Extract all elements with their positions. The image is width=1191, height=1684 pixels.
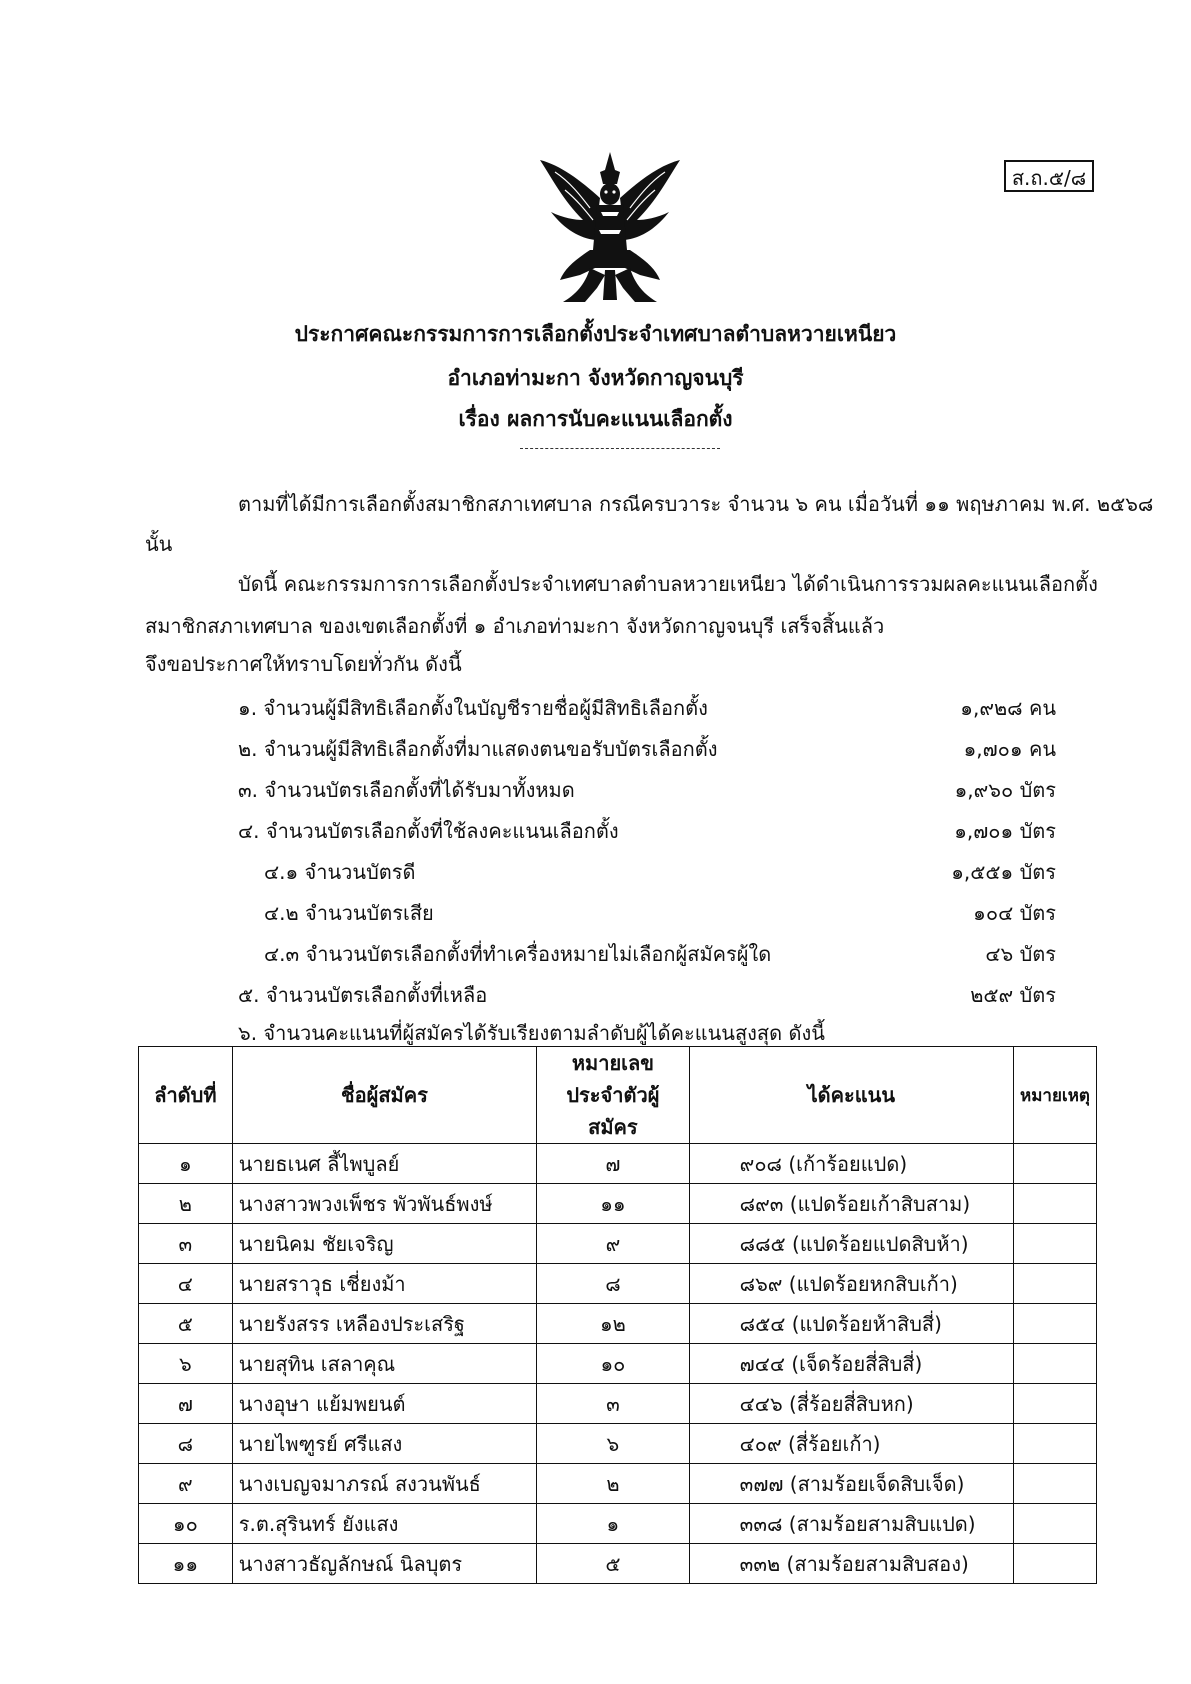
- cell-number: ๑๒: [537, 1304, 690, 1344]
- summary-item-value: ๒๕๙ บัตร: [970, 983, 1056, 1007]
- cell-rank: ๑๑: [139, 1544, 233, 1584]
- summary-item-label: ๖. จำนวนคะแนนที่ผู้สมัครได้รับเรียงตามลำดับผู้ได้คะแนนสูงสุด ดังนี้: [238, 1021, 825, 1045]
- cell-name: นายธเนศ ลี้ไพบูลย์: [232, 1144, 536, 1184]
- cell-rank: ๘: [139, 1424, 233, 1464]
- cell-name: นายรังสรร เหลืองประเสริฐ: [232, 1304, 536, 1344]
- paragraph-2-line-2: สมาชิกสภาเทศบาล ของเขตเลือกตั้งที่ ๑ อำเภอท่ามะกา จังหวัดกาญจนบุรี เสร็จสิ้นแล้ว: [145, 614, 885, 638]
- cell-score: ๔๐๙ (สี่ร้อยเก้า): [689, 1424, 1013, 1464]
- cell-note: [1013, 1304, 1096, 1344]
- paragraph-1-line-1: ตามที่ได้มีการเลือกตั้งสมาชิกสภาเทศบาล กรณีครบวาระ จำนวน ๖ คน เมื่อวันที่ ๑๑ พฤษภาคม พ.ศ. ๒๕๖๘: [238, 492, 1154, 516]
- header-number: [537, 1047, 690, 1144]
- table-row: [139, 1544, 1097, 1584]
- summary-item-value: ๔๖ บัตร: [985, 942, 1056, 966]
- cell-note: [1013, 1264, 1096, 1304]
- paragraph-2-line-3: จึงขอประกาศให้ทราบโดยทั่วกัน ดังนี้: [145, 652, 462, 676]
- cell-score: ๓๓๒ (สามร้อยสามสิบสอง): [689, 1544, 1013, 1584]
- results-table: [138, 1046, 1097, 1584]
- table-row: [139, 1464, 1097, 1504]
- table-row: [139, 1384, 1097, 1424]
- header-name: ชื่อผู้สมัคร: [232, 1047, 536, 1144]
- cell-number: ๒: [537, 1464, 690, 1504]
- announcement-subject: เรื่อง ผลการนับคะแนนเลือกตั้ง: [458, 407, 733, 431]
- cell-name: นายไพฑูรย์ ศรีแสง: [232, 1424, 536, 1464]
- summary-item-value: ๑,๗๐๑ บัตร: [954, 819, 1056, 843]
- table-header-row: [139, 1047, 1097, 1144]
- cell-note: [1013, 1344, 1096, 1384]
- cell-score: ๓๓๘ (สามร้อยสามสิบแปด): [689, 1504, 1013, 1544]
- cell-score: ๗๔๔ (เจ็ดร้อยสี่สิบสี่): [689, 1344, 1013, 1384]
- paragraph-1-line-2: นั้น: [145, 532, 173, 556]
- announcement-location: อำเภอท่ามะกา จังหวัดกาญจนบุรี: [447, 366, 744, 390]
- summary-item-value: ๑๐๔ บัตร: [973, 901, 1056, 925]
- summary-item-label: ๔.๑ จำนวนบัตรดี: [264, 860, 416, 884]
- header-note: หมายเหตุ: [1013, 1047, 1096, 1144]
- title-divider: [520, 448, 720, 449]
- table-row: [139, 1144, 1097, 1184]
- cell-name: นายสราวุธ เชี่ยงม้า: [232, 1264, 536, 1304]
- cell-note: [1013, 1224, 1096, 1264]
- cell-rank: ๔: [139, 1264, 233, 1304]
- summary-item-value: ๑,๙๖๐ บัตร: [954, 778, 1056, 802]
- cell-note: [1013, 1464, 1096, 1504]
- summary-item-label: ๔.๒ จำนวนบัตรเสีย: [264, 901, 434, 925]
- summary-item-label: ๔. จำนวนบัตรเลือกตั้งที่ใช้ลงคะแนนเลือกตั้ง: [238, 819, 619, 843]
- cell-number: ๖: [537, 1424, 690, 1464]
- cell-note: [1013, 1184, 1096, 1224]
- cell-number: ๕: [537, 1544, 690, 1584]
- table-row: [139, 1304, 1097, 1344]
- summary-item-label: ๕. จำนวนบัตรเลือกตั้งที่เหลือ: [238, 983, 488, 1007]
- cell-number: ๓: [537, 1384, 690, 1424]
- cell-name: นางสาวธัญลักษณ์ นิลบุตร: [232, 1544, 536, 1584]
- cell-score: ๘๖๙ (แปดร้อยหกสิบเก้า): [689, 1264, 1013, 1304]
- cell-note: [1013, 1144, 1096, 1184]
- summary-item-value: ๑,๙๒๘ คน: [960, 696, 1056, 720]
- cell-rank: ๑: [139, 1144, 233, 1184]
- table-row: [139, 1224, 1097, 1264]
- summary-item-label: ๓. จำนวนบัตรเลือกตั้งที่ได้รับมาทั้งหมด: [238, 778, 575, 802]
- table-row: [139, 1184, 1097, 1224]
- cell-rank: ๕: [139, 1304, 233, 1344]
- cell-number: ๗: [537, 1144, 690, 1184]
- summary-item-value: ๑,๕๕๑ บัตร: [951, 860, 1056, 884]
- cell-rank: ๒: [139, 1184, 233, 1224]
- cell-number: ๑: [537, 1504, 690, 1544]
- table-row: [139, 1424, 1097, 1464]
- cell-name: นางเบญจมาภรณ์ สงวนพันธ์: [232, 1464, 536, 1504]
- header-rank: ลำดับที่: [139, 1047, 233, 1144]
- cell-score: ๘๙๓ (แปดร้อยเก้าสิบสาม): [689, 1184, 1013, 1224]
- cell-rank: ๗: [139, 1384, 233, 1424]
- cell-rank: ๑๐: [139, 1504, 233, 1544]
- cell-name: นายสุทิน เสลาคุณ: [232, 1344, 536, 1384]
- cell-name: นายนิคม ชัยเจริญ: [232, 1224, 536, 1264]
- cell-rank: ๓: [139, 1224, 233, 1264]
- cell-score: ๘๘๕ (แปดร้อยแปดสิบห้า): [689, 1224, 1013, 1264]
- cell-name: นางอุษา แย้มพยนต์: [232, 1384, 536, 1424]
- summary-item-label: ๔.๓ จำนวนบัตรเลือกตั้งที่ทำเครื่องหมายไม่เลือกผู้สมัครผู้ใด: [264, 942, 772, 966]
- cell-score: ๔๔๖ (สี่ร้อยสี่สิบหก): [689, 1384, 1013, 1424]
- summary-item-label: ๒. จำนวนผู้มีสิทธิเลือกตั้งที่มาแสดงตนขอรับบัตรเลือกตั้ง: [238, 737, 718, 761]
- cell-note: [1013, 1384, 1096, 1424]
- cell-note: [1013, 1424, 1096, 1464]
- header-number-line-1: หมายเลข: [571, 1051, 654, 1075]
- paragraph-2-line-1: บัดนี้ คณะกรรมการการเลือกตั้งประจำเทศบาลตำบลหวายเหนียว ได้ดำเนินการรวมผลคะแนนเลือกตั้ง: [238, 572, 1098, 596]
- cell-number: ๑๐: [537, 1344, 690, 1384]
- cell-score: ๙๐๘ (เก้าร้อยแปด): [689, 1144, 1013, 1184]
- form-code-box: ส.ถ.๕/๘: [1004, 160, 1094, 192]
- summary-item-label: ๑. จำนวนผู้มีสิทธิเลือกตั้งในบัญชีรายชื่อผู้มีสิทธิเลือกตั้ง: [238, 696, 708, 720]
- table-row: [139, 1504, 1097, 1544]
- cell-score: ๓๗๗ (สามร้อยเจ็ดสิบเจ็ด): [689, 1464, 1013, 1504]
- cell-note: [1013, 1504, 1096, 1544]
- announcement-title: ประกาศคณะกรรมการการเลือกตั้งประจำเทศบาลตำบลหวายเหนียว: [294, 322, 897, 346]
- cell-number: ๘: [537, 1264, 690, 1304]
- table-row: [139, 1264, 1097, 1304]
- cell-note: [1013, 1544, 1096, 1584]
- header-number-line-2: ประจำตัวผู้สมัคร: [566, 1083, 660, 1139]
- cell-number: ๙: [537, 1224, 690, 1264]
- cell-name: ร.ต.สุรินทร์ ยังแสง: [232, 1504, 536, 1544]
- cell-rank: ๖: [139, 1344, 233, 1384]
- cell-name: นางสาวพวงเพ็ชร พัวพันธ์พงษ์: [232, 1184, 536, 1224]
- cell-number: ๑๑: [537, 1184, 690, 1224]
- header-score: ได้คะแนน: [689, 1047, 1013, 1144]
- table-row: [139, 1344, 1097, 1384]
- cell-score: ๘๕๔ (แปดร้อยห้าสิบสี่): [689, 1304, 1013, 1344]
- summary-item-value: ๑,๗๐๑ คน: [963, 737, 1056, 761]
- cell-rank: ๙: [139, 1464, 233, 1504]
- garuda-emblem-icon: [535, 150, 685, 312]
